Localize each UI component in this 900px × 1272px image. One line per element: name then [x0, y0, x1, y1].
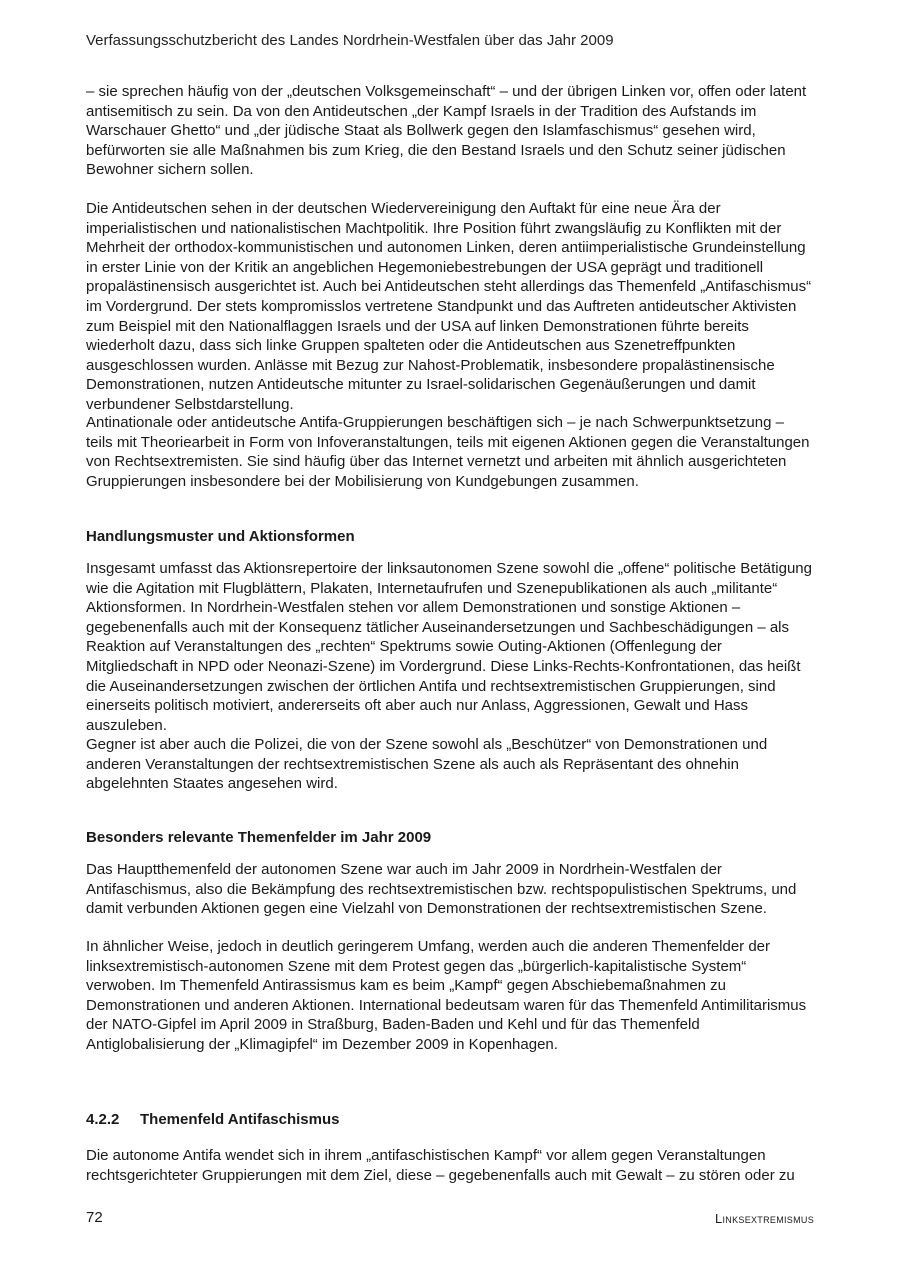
- section-heading: Handlungsmuster und Aktionsformen: [86, 528, 355, 545]
- paragraph: Die Antideutschen sehen in der deutschen Wiedervereinigung den Auftakt für eine neue Ära der imperialistischen und nationalistischen Machtpolitik. Ihre Position führt zwangsläufig zu Konflikten mit der Mehrheit der orthodox-kommunistischen und autonomen Linken, deren antiimperialistische Grundeinstellung in erster Linie von der Kritik an angeblichen Hegemoniebestrebungen der USA geprägt und traditionell propalästinensisch ausgerichtet ist. Auch bei Antideutschen steht allerdings das Themenfeld „Antifaschismus“ im Vordergrund. Der stets kompromisslos vertretene Standpunkt und das Auftreten antideutscher Aktivisten zum Beispiel mit den Nationalflaggen Israels und der USA auf linken Demonstrationen führte bereits wiederholt dazu, dass sich linke Gruppen spalteten oder die Antideutschen aus Szenetreffpunkten ausgeschlossen wurden. Anlässe mit Bezug zur Nahost-Problematik, insbesondere propalästinensische Demonstrationen, nutzen Antideutsche mitunter zu Israel-solidarischen Gegenäußerungen und damit verbundener Selbstdarstellung.: [86, 200, 812, 413]
- paragraph: – sie sprechen häufig von der „deutschen Volksgemeinschaft“ – und der übrigen Linken vor, offen oder latent antisemitisch zu sein. Da von den Antideutschen „der Kampf Israels in der Tradition des Aufstands im Warschauer Ghetto“ und „der jüdische Staat als Bollwerk gegen den Islamfaschismus“ gesehen wird, befürworten sie alle Maßnahmen bis zum Krieg, die den Bestand Israels und den Schutz seiner jüdischen Bewohner sichern sollen.: [86, 83, 807, 179]
- paragraph: Das Hauptthemenfeld der autonomen Szene war auch im Jahr 2009 in Nordrhein-Westfalen der Antifaschismus, also die Bekämpfung des rechtsextremistischen bzw. rechtspopulistischen Spektrums, und damit verbunden Aktionen gegen eine Vielzahl von Demonstrationen der rechtsextremistischen Szene.: [86, 861, 797, 918]
- running-footer-section: Linksextremismus: [714, 1211, 814, 1226]
- page-number: 72: [86, 1209, 103, 1226]
- paragraph: Insgesamt umfasst das Aktionsrepertoire der linksautonomen Szene sowohl die „offene“ politische Betätigung wie die Agitation mit Flugblättern, Plakaten, Internetaufrufen und Szenepublikationen als auch „militante“ Aktionsformen. In Nordrhein-Westfalen stehen vor allem Demonstrationen und sonstige Aktionen – gegebenenfalls auch mit der Konsequenz tätlicher Auseinandersetzungen und Sachbeschädigungen – als Reaktion auf Veranstaltungen des „rechten“ Spektrums sowie Outing-Aktionen (Offenlegung der Mitgliedschaft in NPD oder Neonazi-Szene) im Vordergrund. Diese Links-Rechts-Konfrontationen, das heißt die Auseinandersetzungen zwischen der örtlichen Antifa und rechtsextremistischen Gruppierungen, sind einerseits politisch motiviert, andererseits oft aber auch nur Anlass, Aggressionen, Gewalt und Hass auszuleben.: [86, 560, 812, 734]
- paragraph: Die autonome Antifa wendet sich in ihrem „antifaschistischen Kampf“ vor allem gegen Veranstaltungen rechtsgerichteter Gruppierungen mit dem Ziel, diese – gegebenenfalls auch mit Gewalt – zu stören oder zu: [86, 1147, 795, 1184]
- paragraph: Gegner ist aber auch die Polizei, die von der Szene sowohl als „Beschützer“ von Demonstrationen und anderen Veranstaltungen der rechtsextremistischen Szene als auch als Repräsentant des ohnehin abgelehnten Staates angesehen wird.: [86, 736, 768, 793]
- subsection-number: 4.2.2: [86, 1111, 120, 1128]
- paragraph: In ähnlicher Weise, jedoch in deutlich geringerem Umfang, werden auch die anderen Themenfelder der linksextremistisch-autonomen Szene mit dem Protest gegen das „bürgerlich-kapitalistische System“ verwoben. Im Themenfeld Antirassismus kam es beim „Kampf“ gegen Abschiebemaßnahmen zu Demonstrationen und anderen Aktionen. International bedeutsam waren für das Themenfeld Antimilitarismus der NATO-Gipfel im April 2009 in Straßburg, Baden-Baden und Kehl und für das Themenfeld Antiglobalisierung der „Klimagipfel“ im Dezember 2009 in Kopenhagen.: [86, 938, 807, 1053]
- subsection-heading: [86, 1110, 339, 1130]
- running-header: Verfassungsschutzbericht des Landes Nordrhein-Westfalen über das Jahr 2009: [86, 32, 614, 49]
- subsection-title: Themenfeld Antifaschismus: [140, 1111, 340, 1128]
- section-heading: Besonders relevante Themenfelder im Jahr 2009: [86, 829, 432, 846]
- paragraph: Antinationale oder antideutsche Antifa-Gruppierungen beschäftigen sich – je nach Schwerpunktsetzung – teils mit Theoriearbeit in Form von Infoveranstaltungen, teils mit eigenen Aktionen gegen die Veranstaltungen von Rechtsextremisten. Sie sind häufig über das Internet vernetzt und arbeiten mit ähnlich ausgerichteten Gruppierungen insbesondere bei der Mobilisierung von Kundgebungen zusammen.: [86, 414, 810, 490]
